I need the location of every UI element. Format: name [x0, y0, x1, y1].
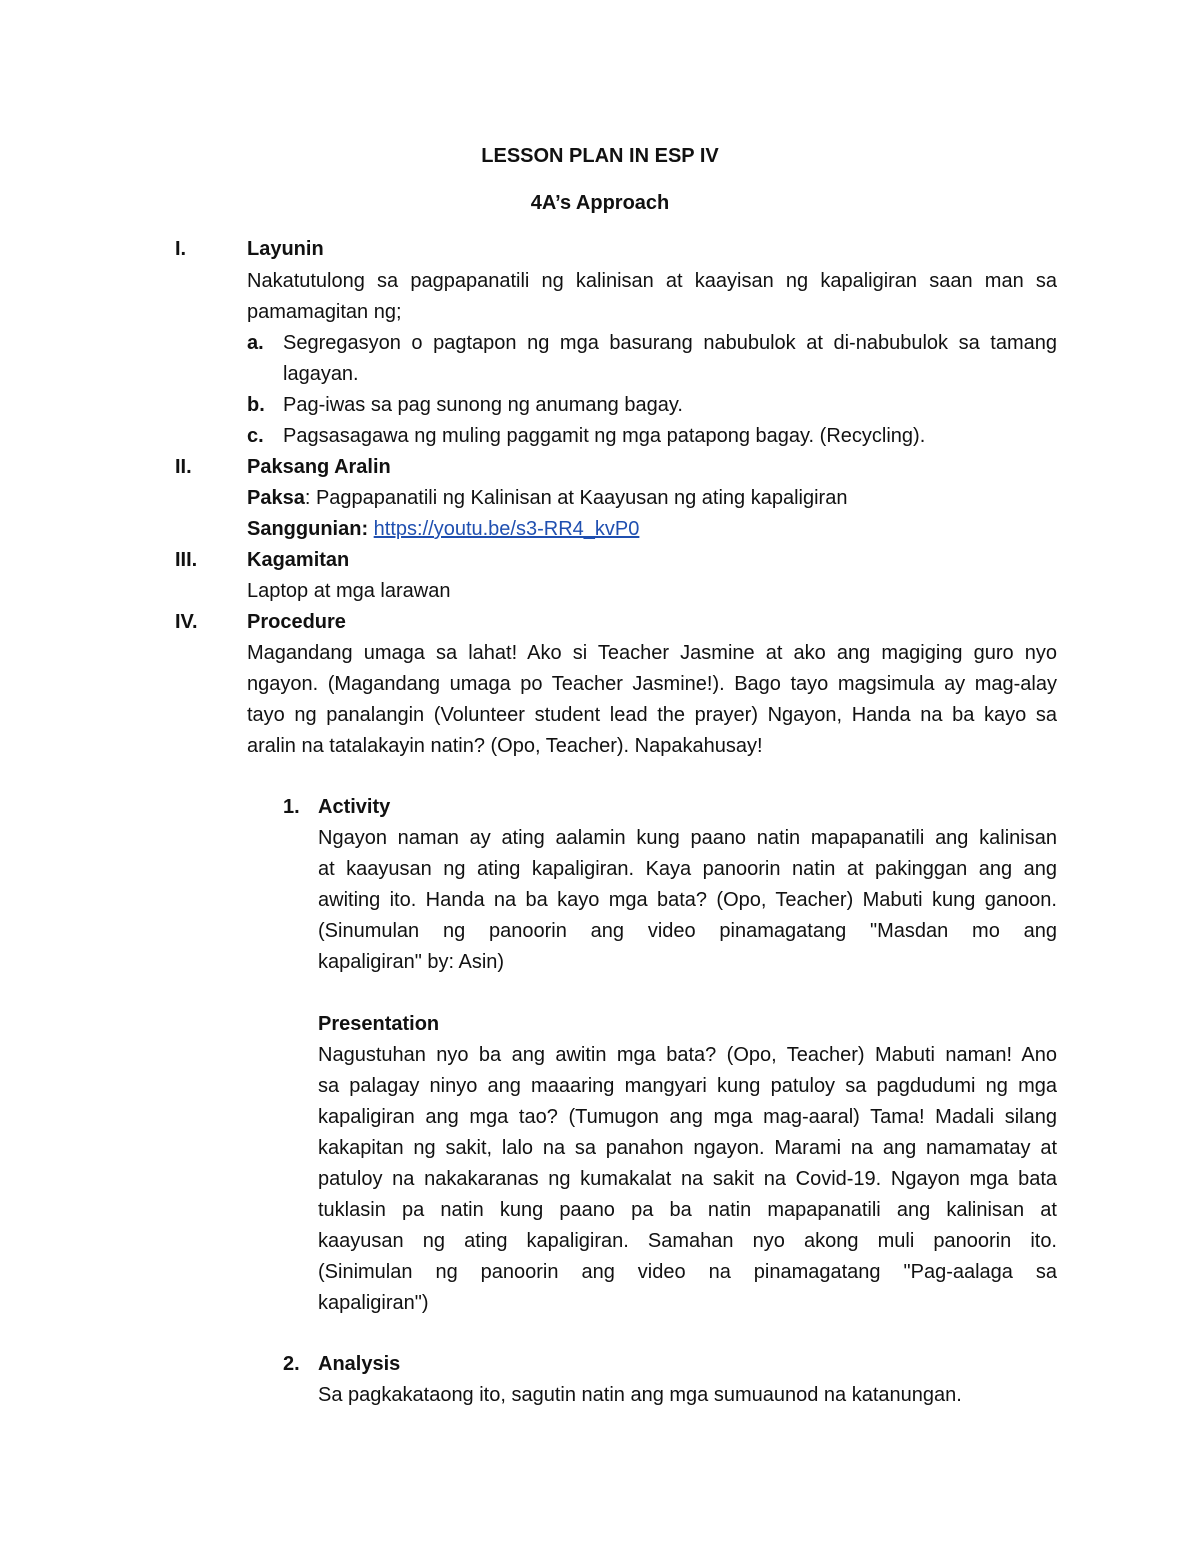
section-heading-kagamitan: Kagamitan — [247, 549, 350, 571]
section-heading-paksang-aralin: Paksang Aralin — [247, 456, 391, 478]
list-item-c-line: Pagsasagawa ng muling paggamit ng mga patapong bagay. (Recycling). — [283, 425, 926, 447]
subsection-number-2: 2. — [283, 1353, 300, 1375]
subsection-heading-analysis: Analysis — [318, 1353, 401, 1375]
section-number-1: I. — [175, 238, 187, 260]
activity-line: kapaligiran" by: Asin) — [318, 951, 505, 973]
layunin-intro-line: Nakatutulong sa pagpapanatili ng kalinisan at kaayisan ng kapaligiran saan man sa — [247, 270, 1057, 292]
paksa-label: Paksa — [247, 487, 305, 509]
subsection-heading-presentation: Presentation — [318, 1013, 440, 1035]
presentation-line: kaayusan ng ating kapaligiran. Samahan nyo akong muli panoorin ito. — [318, 1230, 1057, 1252]
activity-line: at kaayusan ng ating kapaligiran. Kaya panoorin natin at pakinggan ang ang — [318, 858, 1057, 880]
section-number-4: IV. — [175, 611, 198, 633]
procedure-line: Magandang umaga sa lahat! Ako si Teacher Jasmine at ako ang magiging guro nyo — [247, 642, 1057, 664]
procedure-line: aralin na tatalakayin natin? (Opo, Teacher). Napakahusay! — [247, 735, 763, 757]
list-item-a-line: Segregasyon o pagtapon ng mga basurang nabubulok at di-nabubulok sa tamang — [283, 332, 1057, 354]
activity-line: awiting ito. Handa na ba kayo mga bata? (Opo, Teacher) Mabuti kung ganoon. — [318, 889, 1057, 911]
presentation-line: kakapitan ng sakit, lalo na sa panahon ngayon. Marami na ang namamatay at — [318, 1137, 1057, 1159]
activity-line: Ngayon naman ay ating aalamin kung paano natin mapapanatili ang kalinisan — [318, 827, 1057, 849]
section-heading-procedure: Procedure — [247, 611, 346, 633]
presentation-line: sa palagay ninyo ang maaaring mangyari kung patuloy sa pagdudumi ng mga — [318, 1075, 1057, 1097]
sanggunian-line — [247, 514, 639, 545]
sanggunian-label: Sanggunian: — [247, 518, 369, 540]
presentation-line: tuklasin pa natin kung paano pa ba natin mapapanatili ang kalinisan at — [318, 1199, 1057, 1221]
document-title: LESSON PLAN IN ESP IV — [481, 145, 719, 167]
presentation-line: (Sinimulan ng panoorin ang video na pinamagatang "Pag-aalaga sa — [318, 1261, 1057, 1283]
list-item-b-line: Pag-iwas sa pag sunong ng anumang bagay. — [283, 394, 683, 416]
section-number-2: II. — [175, 456, 192, 478]
presentation-line: Nagustuhan nyo ba ang awitin mga bata? (Opo, Teacher) Mabuti naman! Ano — [318, 1044, 1057, 1066]
procedure-line: ngayon. (Magandang umaga po Teacher Jasmine!). Bago tayo magsimula ay mag-alay — [247, 673, 1057, 695]
kagamitan-text: Laptop at mga larawan — [247, 580, 451, 602]
list-item-a-line: lagayan. — [283, 363, 359, 385]
document-subtitle: 4A’s Approach — [530, 192, 670, 214]
presentation-line: kapaligiran") — [318, 1292, 429, 1314]
list-letter-c: c. — [247, 425, 264, 447]
paksa-line — [247, 483, 847, 514]
section-number-3: III. — [175, 549, 198, 571]
subsection-heading-activity: Activity — [318, 796, 391, 818]
activity-line: (Sinumulan ng panoorin ang video pinamagatang "Masdan mo ang — [318, 920, 1057, 942]
paksa-text: : Pagpapanatili ng Kalinisan at Kaayusan ng ating kapaligiran — [304, 487, 848, 509]
layunin-intro-line: pamamagitan ng; — [247, 301, 402, 323]
subsection-number-1: 1. — [283, 796, 300, 818]
presentation-line: patuloy na nakakaranas ng kumakalat na sakit na Covid-19. Ngayon mga bata — [318, 1168, 1057, 1190]
list-letter-a: a. — [247, 332, 264, 354]
list-letter-b: b. — [247, 394, 265, 416]
section-heading-layunin: Layunin — [247, 238, 324, 260]
presentation-line: kapaligiran ang mga tao? (Tumugon ang mga mag-aaral) Tama! Madali silang — [318, 1106, 1057, 1128]
procedure-line: tayo ng panalangin (Volunteer student lead the prayer) Ngayon, Handa na ba kayo sa — [247, 704, 1057, 726]
analysis-text: Sa pagkakataong ito, sagutin natin ang mga sumuaunod na katanungan. — [318, 1384, 962, 1406]
sanggunian-link[interactable]: https://youtu.be/s3-RR4_kvP0 — [373, 518, 640, 540]
